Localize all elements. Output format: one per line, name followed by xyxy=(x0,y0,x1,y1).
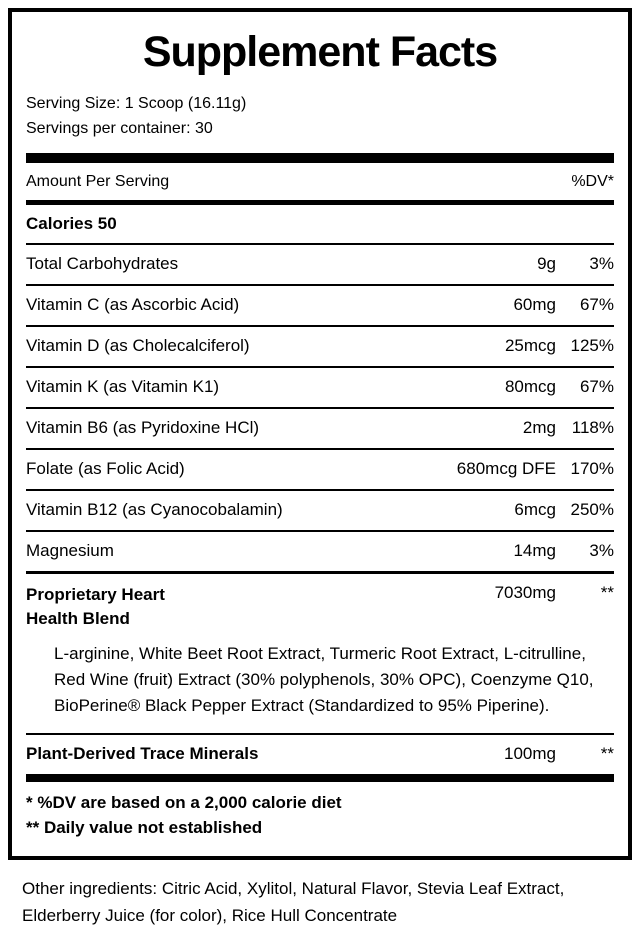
nutrient-amount: 2mg xyxy=(522,418,556,437)
nutrient-row-total-carbohydrates xyxy=(26,243,614,284)
nutrient-name: Vitamin K (as Vitamin K1) xyxy=(26,377,220,396)
blend-amount: 7030mg xyxy=(494,583,556,602)
nutrient-amount: 60mg xyxy=(513,295,556,314)
nutrient-amount: 80mcg xyxy=(504,377,556,396)
nutrient-name: Total Carbohydrates xyxy=(26,254,179,273)
nutrient-amount: 9g xyxy=(537,254,556,273)
nutrient-row-vitamin-b6 xyxy=(26,407,614,448)
nutrient-dv: 118% xyxy=(571,418,614,437)
nutrient-row-folate xyxy=(26,448,614,489)
supplement-facts-panel xyxy=(8,8,632,860)
nutrient-dv: 3% xyxy=(589,254,614,273)
nutrient-name: Vitamin B12 (as Cyanocobalamin) xyxy=(26,500,283,519)
nutrient-name: Vitamin D (as Cholecalciferol) xyxy=(26,336,250,355)
other-ingredients: Other ingredients: Citric Acid, Xylitol, Natural Flavor, Stevia Leaf Extract, Elderberry Juice (for color), Rice Hull Concentrate xyxy=(22,879,565,925)
nutrient-name: Vitamin C (as Ascorbic Acid) xyxy=(26,295,240,314)
footnote-daily-value: ** Daily value not established xyxy=(26,818,263,837)
nutrient-dv: 250% xyxy=(570,500,614,519)
divider-thick-bottom xyxy=(26,774,614,782)
blend-ingredients-list: L-arginine, White Beet Root Extract, Turmeric Root Extract, L-citrulline, Red Wine (fruit) Extract (30% polyphenols, 30% OPC), Coenzyme Q10, BioPerine® Black Pepper Extract (Standardized to 95% Piperine). xyxy=(54,644,594,715)
servings-per-container: Servings per container: 30 xyxy=(26,120,213,137)
serving-size: Serving Size: 1 Scoop (16.11g) xyxy=(26,95,247,112)
footnotes xyxy=(26,782,614,844)
nutrient-dv: 170% xyxy=(570,459,614,478)
percent-dv-header: %DV* xyxy=(571,173,614,190)
amount-per-serving-header: Amount Per Serving xyxy=(26,173,170,190)
divider-thick-top xyxy=(26,153,614,163)
nutrient-dv: 67% xyxy=(579,377,614,396)
trace-minerals-dv: ** xyxy=(600,744,614,763)
nutrient-row-vitamin-b12 xyxy=(26,489,614,530)
nutrient-dv: 125% xyxy=(570,336,614,355)
serving-info xyxy=(26,91,614,153)
nutrient-name: Folate (as Folic Acid) xyxy=(26,459,185,478)
footnote-dv: * %DV are based on a 2,000 calorie diet xyxy=(26,793,342,812)
nutrient-name: Vitamin B6 (as Pyridoxine HCl) xyxy=(26,418,260,437)
nutrient-amount: 6mcg xyxy=(514,500,556,519)
trace-minerals-name: Plant-Derived Trace Minerals xyxy=(26,744,259,763)
blend-name: Proprietary Heart Health Blend xyxy=(26,585,165,628)
nutrient-dv: 3% xyxy=(589,541,614,560)
nutrient-row-magnesium xyxy=(26,530,614,571)
trace-minerals-row xyxy=(26,733,614,774)
nutrient-amount: 680mcg DFE xyxy=(456,459,556,478)
nutrient-amount: 14mg xyxy=(513,541,556,560)
proprietary-blend-row xyxy=(26,571,614,633)
column-header-row xyxy=(26,163,614,200)
nutrient-amount: 25mcg xyxy=(504,336,556,355)
panel-title: Supplement Facts xyxy=(142,28,498,76)
nutrient-dv: 67% xyxy=(579,295,614,314)
nutrient-row-vitamin-k xyxy=(26,366,614,407)
calories-row: Calories 50 xyxy=(26,214,117,233)
trace-minerals-amount: 100mg xyxy=(504,744,556,763)
nutrient-row-vitamin-c xyxy=(26,284,614,325)
nutrient-name: Magnesium xyxy=(26,541,114,560)
nutrient-row-vitamin-d xyxy=(26,325,614,366)
blend-dv: ** xyxy=(600,583,614,602)
